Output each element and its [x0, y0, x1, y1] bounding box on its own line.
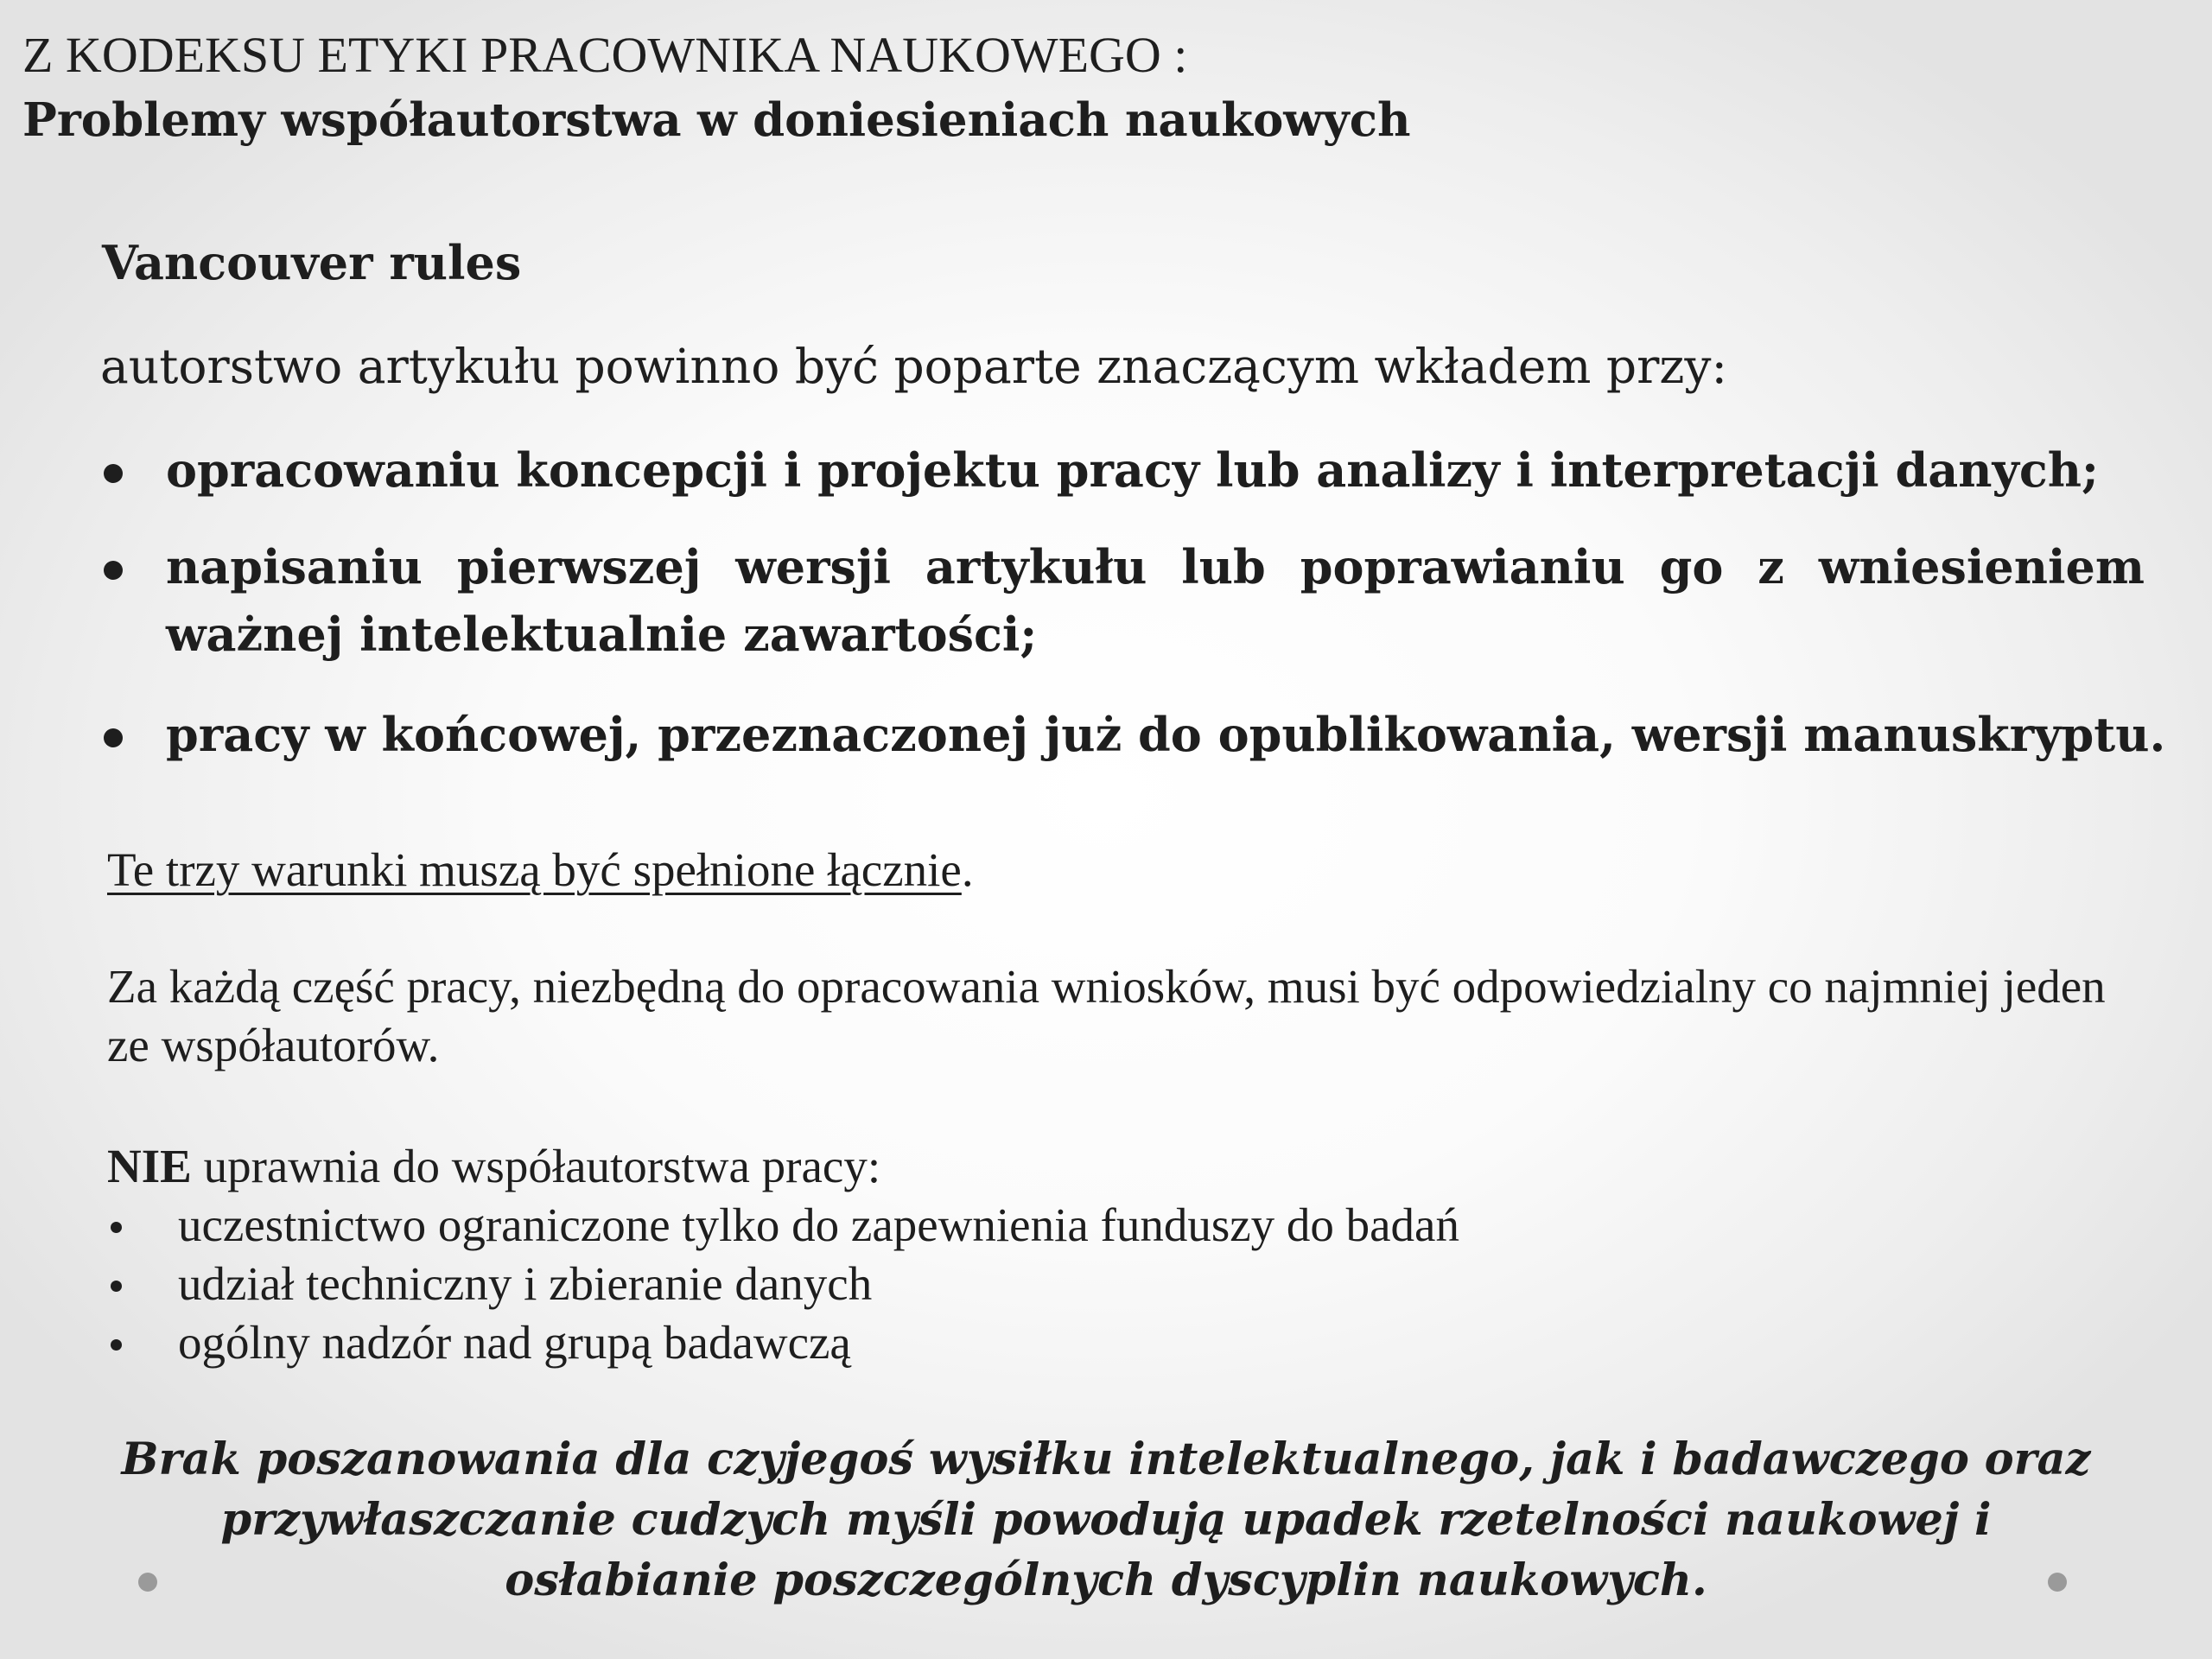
- bullet-icon: [104, 728, 123, 747]
- decorative-dot-icon: [138, 1573, 157, 1592]
- bullet-icon: [111, 1222, 122, 1233]
- header-title: Z KODEKSU ETYKI PRACOWNIKA NAUKOWEGO :: [22, 27, 1188, 83]
- conditions-note-underlined: Te trzy warunki muszą być spełnione łącznie: [107, 843, 962, 896]
- not-entitled-bold: NIE: [107, 1140, 192, 1192]
- slide-header: [22, 22, 2183, 152]
- list-item-text: ogólny nadzór nad grupą badawczą: [178, 1316, 851, 1369]
- conditions-note-suffix: .: [961, 843, 974, 896]
- bullet-icon: [111, 1281, 122, 1292]
- bullet-icon: [111, 1339, 122, 1351]
- authorship-criteria-list: [100, 436, 2166, 768]
- list-item: [107, 1196, 2094, 1255]
- list-item-text: uczestnictwo ograniczone tylko do zapewnienia funduszy do badań: [178, 1198, 1459, 1251]
- not-entitled-rest: uprawnia do współautorstwa pracy:: [191, 1140, 881, 1192]
- not-entitled-section: [107, 1137, 2094, 1372]
- criteria-text: napisaniu pierwszej wersji artykułu lub poprawianiu go z wniesieniem ważnej intelektualnie zawartości;: [166, 539, 2145, 662]
- decorative-dot-icon: [2048, 1573, 2067, 1592]
- section-title: Vancouver rules: [102, 235, 522, 290]
- list-item: [107, 1313, 2094, 1372]
- conditions-note: [107, 840, 974, 900]
- bullet-icon: [104, 464, 123, 483]
- closing-statement: Brak poszanowania dla czyjegoś wysiłku intelektualnego, jak i badawczego oraz przywłaszczanie cudzych myśli powodują upadek rzetelności naukowej i osłabianie poszczególnych dyscyplin naukowych.: [121, 1433, 2091, 1606]
- responsibility-paragraph: Za każdą część pracy, niezbędną do opracowania wniosków, musi być odpowiedzialny co najmniej jeden ze współautorów.: [107, 960, 2106, 1071]
- not-entitled-heading: [107, 1137, 2094, 1196]
- not-entitled-list: [107, 1196, 2094, 1372]
- bullet-icon: [104, 561, 123, 580]
- criteria-text: opracowaniu koncepcji i projektu pracy lub analizy i interpretacji danych;: [166, 442, 2099, 498]
- criteria-item: [100, 533, 2145, 668]
- list-item-text: udział techniczny i zbieranie danych: [178, 1257, 873, 1310]
- criteria-item: [100, 701, 2166, 768]
- criteria-item: [100, 436, 2145, 504]
- intro-text: autorstwo artykułu powinno być poparte znaczącym wkładem przy:: [100, 339, 1727, 394]
- list-item: [107, 1255, 2094, 1313]
- header-subtitle: Problemy współautorstwa w doniesieniach naukowych: [22, 93, 1411, 147]
- criteria-text: pracy w końcowej, przeznaczonej już do opublikowania, wersji manuskryptu.: [166, 707, 2166, 762]
